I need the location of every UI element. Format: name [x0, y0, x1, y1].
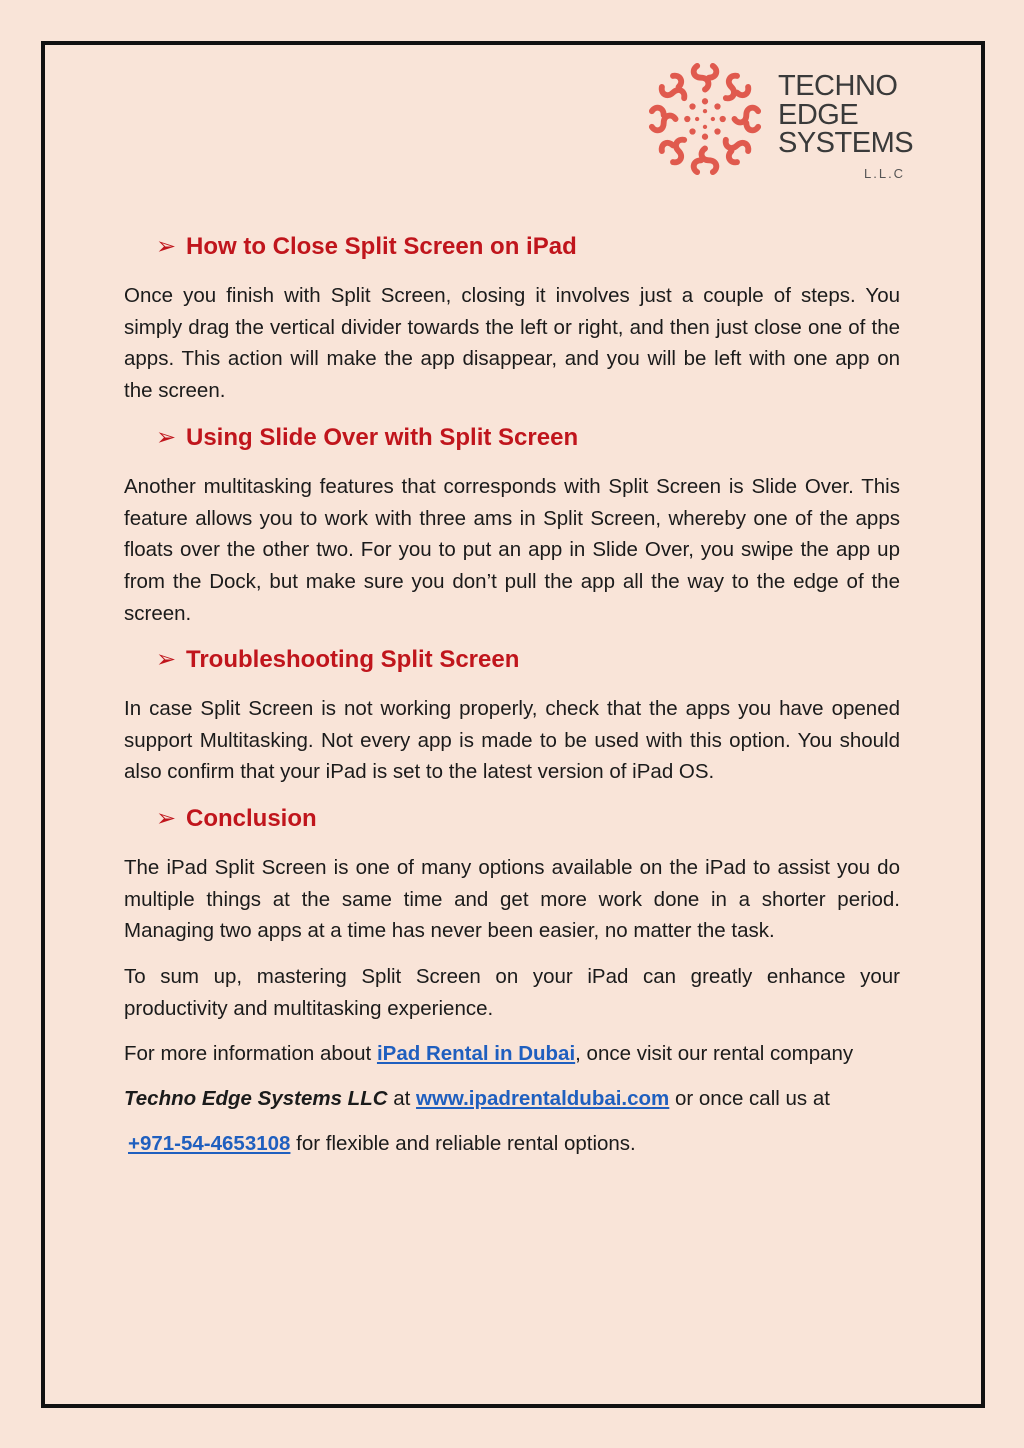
- bullet-arrow-icon: ➢: [156, 646, 177, 673]
- brand-line-2: EDGE: [778, 98, 859, 131]
- contact-text: or once call us at: [669, 1087, 830, 1110]
- section-heading-text: How to Close Split Screen on iPad: [186, 233, 577, 260]
- contact-line-2: [124, 1083, 914, 1115]
- company-name: Techno Edge Systems LLC: [124, 1087, 388, 1110]
- section-heading: [156, 645, 519, 674]
- bullet-arrow-icon: ➢: [156, 424, 177, 451]
- contact-text: at: [387, 1087, 417, 1110]
- section-body: The iPad Split Screen is one of many options available on the iPad to assist you do multiple things at the same time and get more work done in a shorter period. Managing two apps at a time has never been easier, no matter the task.: [124, 856, 900, 943]
- section-heading-text: Conclusion: [186, 805, 317, 832]
- brand-line-1: TECHNO: [778, 70, 898, 102]
- section-body: Another multitasking features that corresponds with Split Screen is Slide Over. This feature allows you to work with three ams in Split Screen, whereby one of the apps floats over the other two. For you to put an app in Slide Over, you swipe the app up from the Dock, but make sure you don’t pull the app all the way to the edge of the screen.: [124, 475, 900, 625]
- ipad-rental-link[interactable]: iPad Rental in Dubai: [376, 1042, 576, 1065]
- company-logo: [646, 58, 914, 184]
- contact-line-3: [128, 1128, 918, 1160]
- contact-text: For more information about: [124, 1042, 377, 1065]
- contact-text: , once visit our rental company: [575, 1042, 854, 1065]
- brand-name: [778, 72, 913, 158]
- section-heading: [156, 423, 578, 452]
- brand-line-3: SYSTEMS: [778, 127, 914, 159]
- section-heading: [156, 804, 317, 833]
- phone-link[interactable]: +971-54-4653108: [128, 1132, 291, 1155]
- bullet-arrow-icon: ➢: [156, 805, 177, 832]
- brand-suffix: L.L.C: [864, 166, 906, 181]
- section-body: In case Split Screen is not working properly, check that the apps you have opened support Multitasking. Not every app is made to be used with this option. You should also confirm that your iPad is set to the latest version of iPad OS.: [124, 697, 900, 784]
- bullet-arrow-icon: ➢: [156, 233, 177, 260]
- contact-text: for flexible and reliable rental options.: [290, 1132, 636, 1155]
- section-body: Once you finish with Split Screen, closing it involves just a couple of steps. You simply drag the vertical divider towards the left or right, and then just close one of the apps. This action will make the app disappear, and you will be left with one app on the screen.: [124, 284, 900, 403]
- logo-emblem-icon: [646, 60, 764, 178]
- contact-line-1: [124, 1038, 914, 1070]
- summary-paragraph: To sum up, mastering Split Screen on your iPad can greatly enhance your productivity and multitasking experience.: [124, 965, 900, 1020]
- section-heading-text: Using Slide Over with Split Screen: [186, 424, 579, 451]
- website-link[interactable]: www.ipadrentaldubai.com: [416, 1087, 670, 1110]
- section-heading: [156, 232, 577, 261]
- section-heading-text: Troubleshooting Split Screen: [186, 646, 520, 673]
